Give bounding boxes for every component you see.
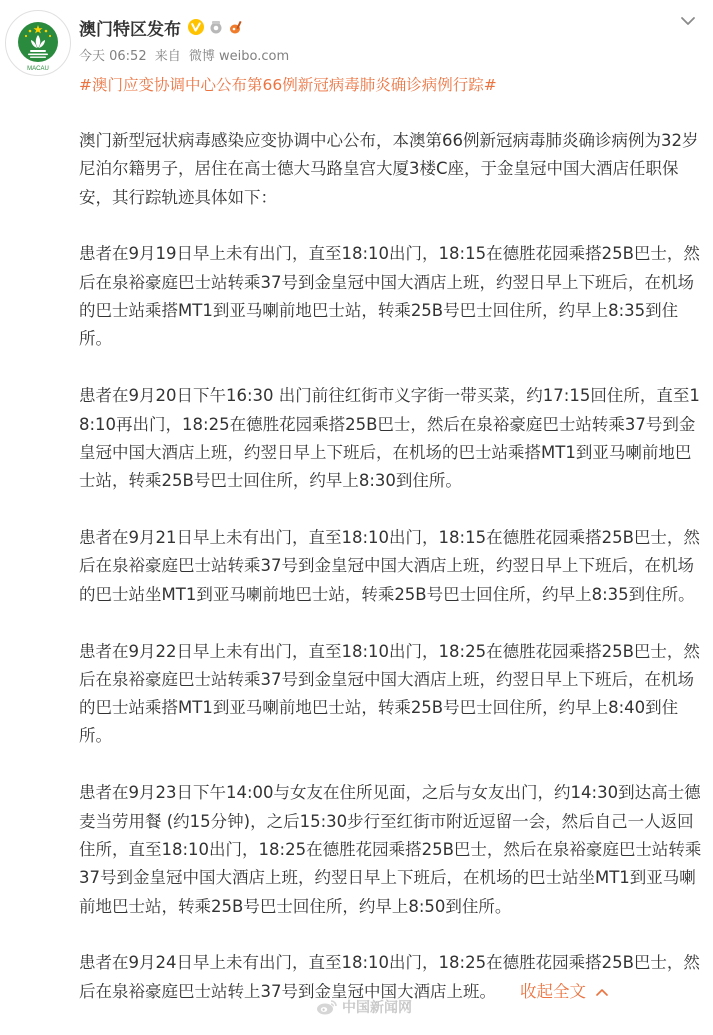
paragraph-sep21: 患者在9月21日早上未有出门，直至18:10出门，18:15在德胜花园乘搭25B巴士，然后在泉裕豪庭巴士站转乘37号到金皇冠中国大酒店上班，约翌日早上下班后，在机场的巴士站坐MT1到亚马喇前地巴士站，转乘25B号巴士回住所，约早上8:35到住所。 — [79, 528, 700, 604]
collapse-button[interactable]: 收起全文 — [520, 981, 586, 1001]
post-meta — [79, 45, 293, 64]
chevron-up-icon[interactable] — [596, 988, 608, 996]
topic-link[interactable]: #澳门应变协调中心公布第66例新冠病毒肺炎确诊病例行踪# — [79, 76, 497, 94]
weibo-logo-icon — [316, 998, 338, 1016]
verified-v-icon[interactable] — [188, 19, 204, 35]
paragraph-sep19: 患者在9月19日早上未有出门，直至18:10出门，18:15在德胜花园乘搭25B巴士，然后在泉裕豪庭巴士站转乘37号到金皇冠中国大酒店上班，约翌日早上下班后，在机场的巴士站乘搭MT1到亚马喇前地巴士站，转乘25B号巴士回住所，约早上8:35到住所。 — [79, 244, 700, 349]
account-row — [79, 14, 244, 40]
activity-badge-icon[interactable] — [228, 19, 244, 35]
post-body — [79, 127, 705, 1035]
avatar[interactable] — [5, 10, 71, 76]
avatar-label: MACAU — [27, 66, 49, 72]
fan-badge-icon[interactable] — [208, 19, 224, 35]
paragraph-intro: 澳门新型冠状病毒感染应变协调中心公布，本澳第66例新冠病毒肺炎确诊病例为32岁尼泊尔籍男子，居住在高士德大马路皇宫大厦3楼C座，于金皇冠中国大酒店任职保安，其行踪轨迹具体如下： — [79, 131, 699, 207]
account-name[interactable]: 澳门特区发布 — [79, 19, 181, 40]
source-prefix: 来自 — [154, 49, 181, 64]
chevron-down-icon[interactable] — [677, 10, 699, 32]
watermark — [316, 996, 412, 1018]
paragraph-sep20: 患者在9月20日下午16:30 出门前往红街市义字街一带买菜，约17:15回住所，直至18:10再出门，18:25在德胜花园乘搭25B巴士，然后在泉裕豪庭巴士站转乘37号到金皇冠中国大酒店上班，约翌日早上下班后，在机场的巴士站乘搭MT1到亚马喇前地巴士站，转乘25B号巴士回住所，约早上8:30到住所。 — [79, 386, 700, 491]
post-time[interactable]: 今天 06:52 — [79, 49, 147, 64]
macau-emblem-icon — [6, 11, 70, 75]
post-header — [0, 0, 713, 100]
paragraph-sep23: 患者在9月23日下午14:00与女友在住所见面，之后与女友出门，约14:30到达高士德麦当劳用餐 (约15分钟)，之后15:30步行至红街市附近逗留一会，然后自己一人返回住所，直至18:10出门，18:25在德胜花园乘搭25B巴士，然后在泉裕豪庭巴士站转乘37号到金皇冠中国大酒店上班，约翌日早上下班后，在机场的巴士站坐MT1到亚马喇前地巴士站，转乘25B号巴士回住所，约早上8:50到住所。 — [79, 783, 702, 916]
paragraph-sep22: 患者在9月22日早上未有出门，直至18:10出门，18:25在德胜花园乘搭25B巴士，然后在泉裕豪庭巴士站转乘37号到金皇冠中国大酒店上班，约翌日早上下班后，在机场的巴士站乘搭MT1到亚马喇前地巴士站，转乘25B号巴士回住所，约早上8:40到住所。 — [79, 641, 700, 746]
post-source[interactable]: 微博 weibo.com — [188, 49, 290, 64]
watermark-text: 中国新闻网 — [342, 1000, 412, 1016]
paragraph-sep24-text: 患者在9月24日早上未有出门，直至18:10出门，18:25在德胜花园乘搭25B巴士，然后在泉裕豪庭巴士站转上37号到金皇冠中国大酒店上班。 — [79, 953, 700, 1001]
